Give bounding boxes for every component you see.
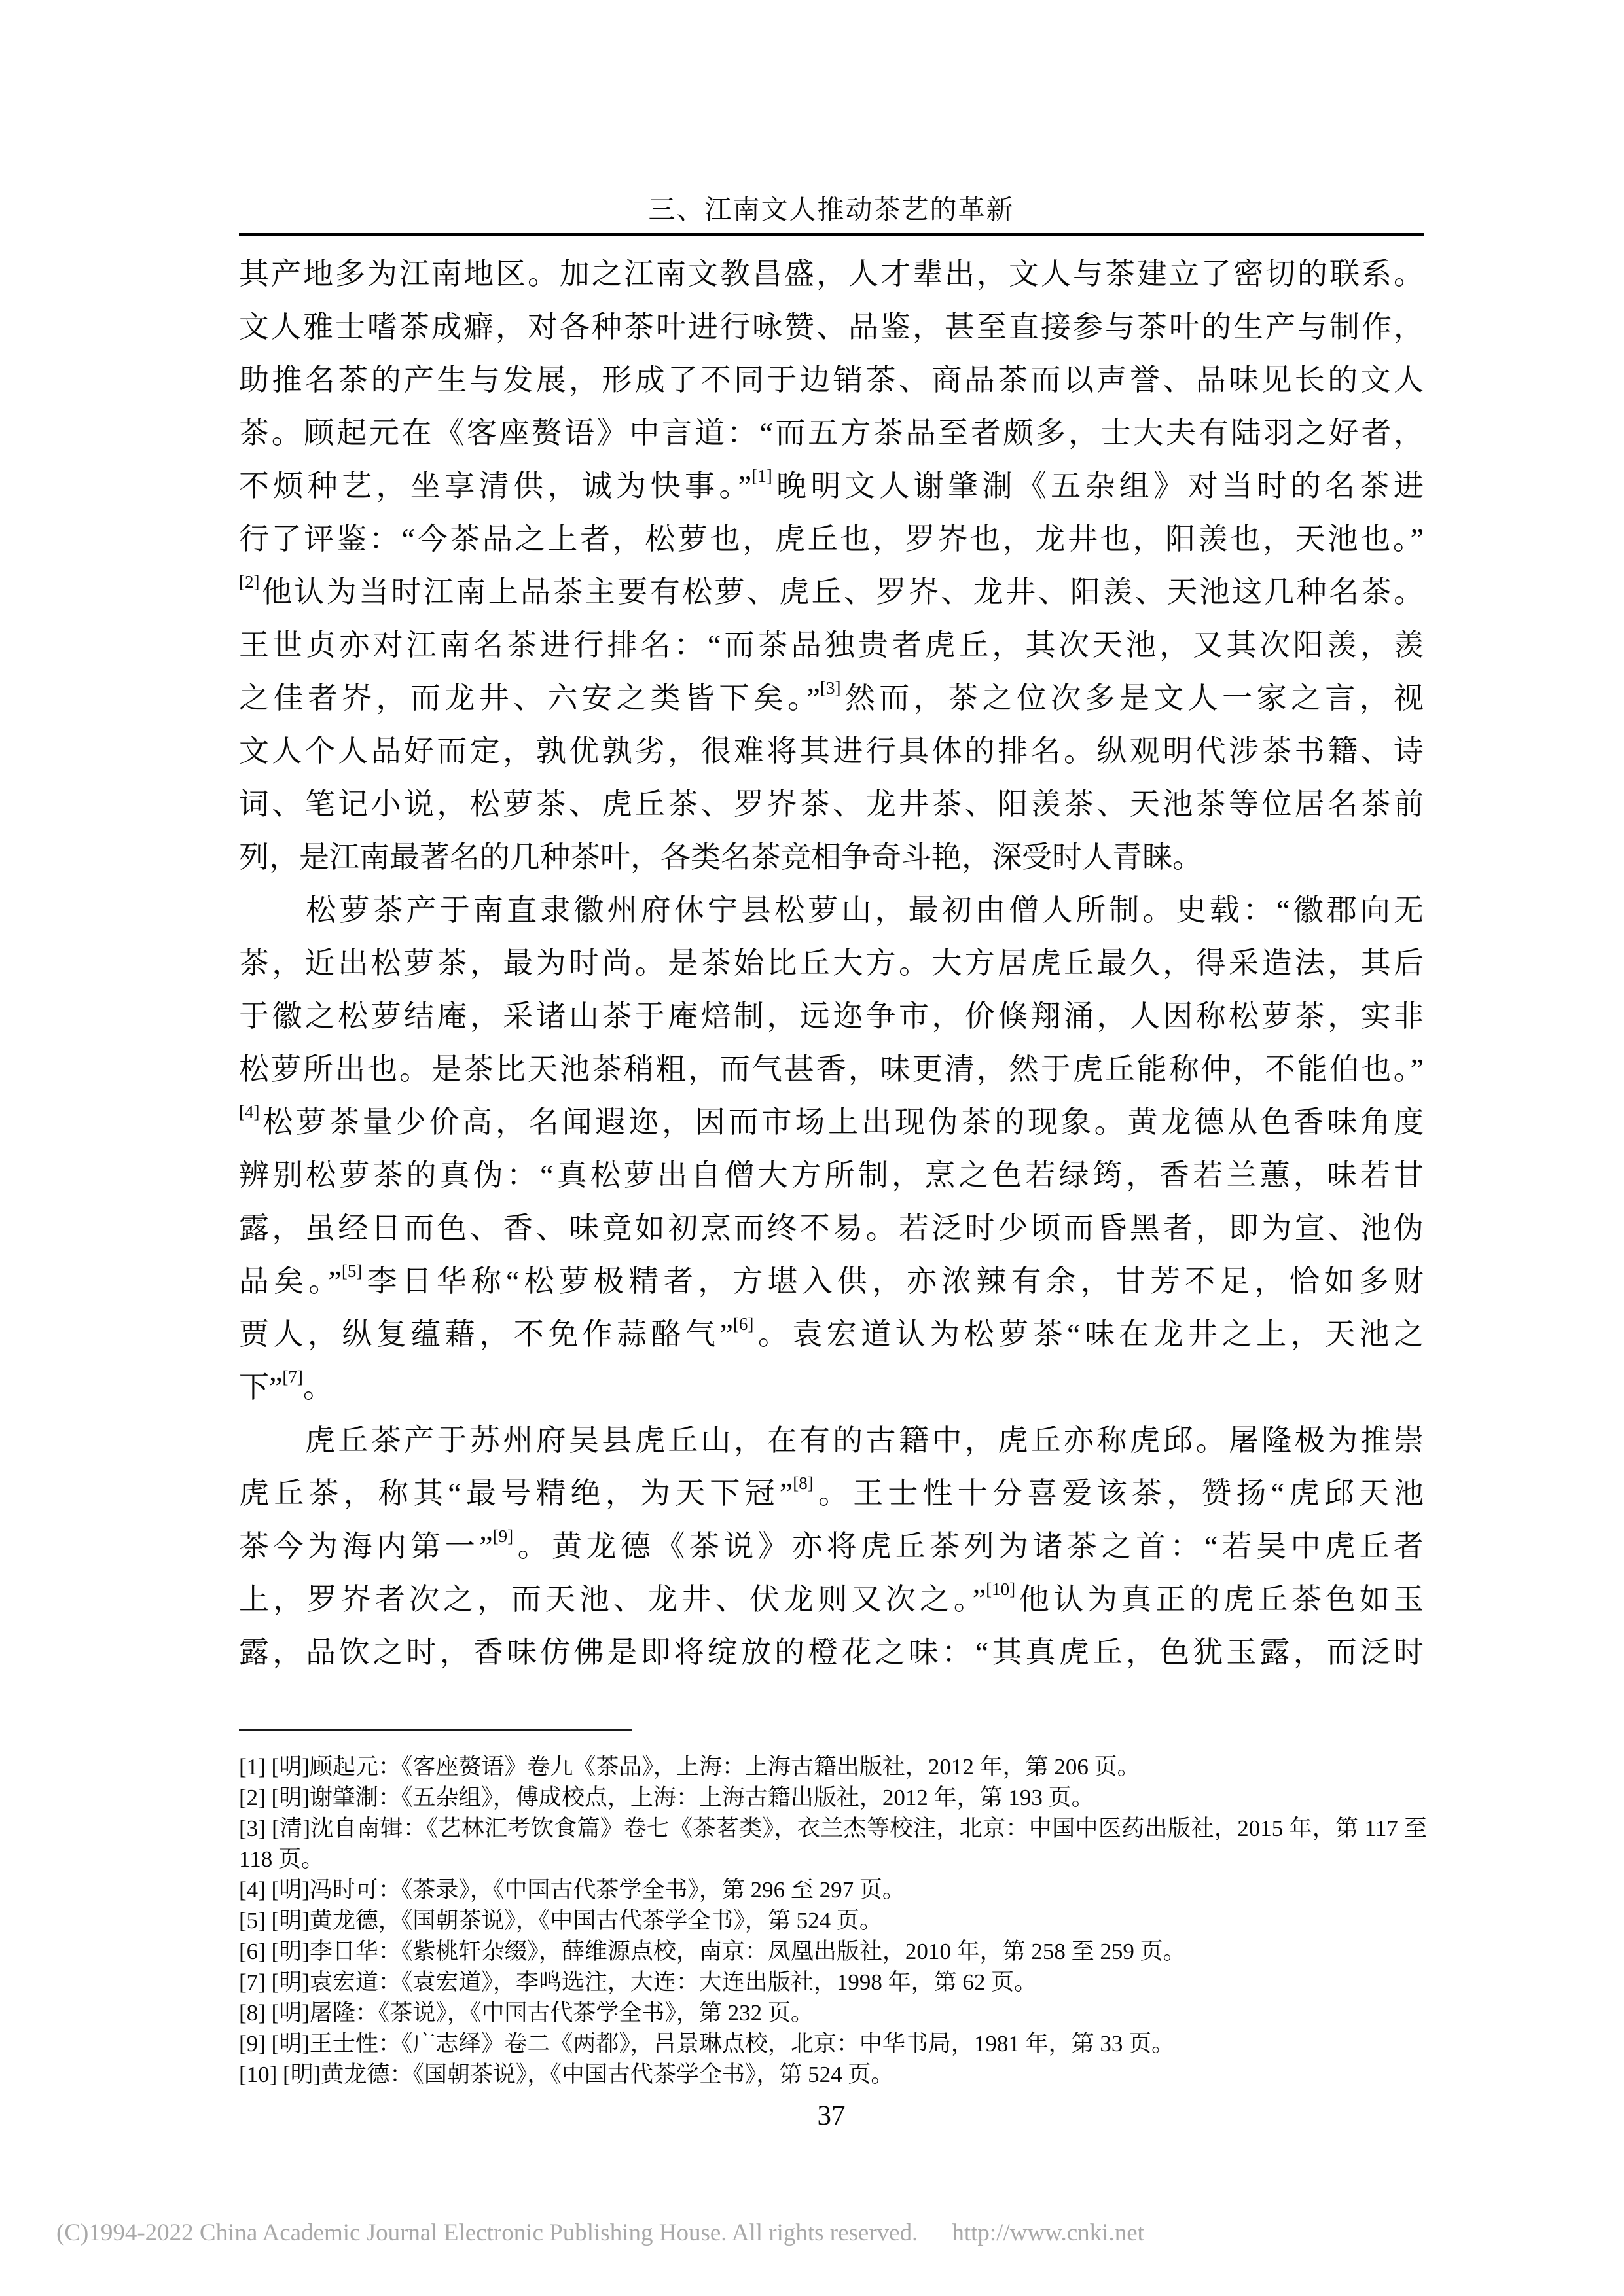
footnote-entry: [8] [明]屠隆：《茶说》，《中国古代茶学全书》，第 232 页。 bbox=[239, 2000, 814, 2026]
body-line: 词、笔记小说，松萝茶、虎丘茶、罗岕茶、龙井茶、阳羡茶、天池茶等位居名茶前 bbox=[239, 787, 1424, 821]
citation-ref: [1] bbox=[751, 466, 772, 486]
body-line: 于徽之松萝结庵，采诸山茶于庵焙制，远迩争市，价倏翔涌，人因称松萝茶，实非 bbox=[239, 999, 1424, 1033]
citation-ref: [9] bbox=[492, 1526, 514, 1546]
body-line: 品矣。”[5]李日华称“松萝极精者，方堪入供，亦浓辣有余，甘芳不足，恰如多财 bbox=[239, 1261, 1424, 1298]
body-line: 虎丘茶产于苏州府吴县虎丘山，在有的古籍中，虎丘亦称虎邱。屠隆极为推崇 bbox=[239, 1424, 1424, 1457]
footer-copyright: (C)1994-2022 China Academic Journal Electronic Publishing House. All rights reserved. bbox=[56, 2219, 918, 2246]
footnote-entry: [6] [明]李日华：《紫桃轩杂缀》，薛维源点校，南京：凤凰出版社，2010 年，第 258 至 259 页。 bbox=[239, 1939, 1186, 1964]
section-title: 三、江南文人推动茶艺的革新 bbox=[648, 194, 1015, 224]
citation-ref: [7] bbox=[282, 1367, 303, 1387]
body-line: 之佳者岕，而龙井、六安之类皆下矣。”[3]然而，茶之位次多是文人一家之言，视 bbox=[239, 678, 1424, 715]
body-line: 松萝茶产于南直隶徽州府休宁县松萝山，最初由僧人所制。史载：“徽郡向无 bbox=[239, 893, 1424, 927]
footnote-entry: [5] [明]黄龙德，《国朝茶说》，《中国古代茶学全书》，第 524 页。 bbox=[239, 1908, 882, 1933]
citation-ref: [2] bbox=[239, 572, 260, 592]
body-text bbox=[239, 247, 1424, 1679]
body-line: 茶，近出松萝茶，最为时尚。是茶始比丘大方。大方居虎丘最久，得采造法，其后 bbox=[239, 946, 1424, 980]
body-line: 露，品饮之时，香味仿佛是即将绽放的橙花之味：“其真虎丘，色犹玉露，而泛时 bbox=[239, 1636, 1424, 1669]
footnote-entry: [10] [明]黄龙德：《国朝茶说》，《中国古代茶学全书》，第 524 页。 bbox=[239, 2062, 894, 2087]
footnote-entry: [1] [明]顾起元：《客座赘语》卷九《茶品》，上海：上海古籍出版社，2012 年，第 206 页。 bbox=[239, 1754, 1140, 1780]
citation-ref: [5] bbox=[341, 1261, 363, 1281]
body-line: 列，是江南最著名的几种茶叶，各类名茶竞相争奇斗艳，深受时人青睐。 bbox=[239, 840, 1202, 874]
footnotes bbox=[239, 1751, 1427, 2090]
body-line: 辨别松萝茶的真伪：“真松萝出自僧大方所制，烹之色若绿筠，香若兰蕙，味若甘 bbox=[239, 1158, 1424, 1192]
body-line: 上，罗岕者次之，而天池、龙井、伏龙则又次之。”[10]他认为真正的虎丘茶色如玉 bbox=[239, 1579, 1424, 1616]
body-line: [4]松萝茶量少价高，名闻遐迩，因而市场上出现伪茶的现象。黄龙德从色香味角度 bbox=[239, 1102, 1424, 1139]
body-line: 文人雅士嗜茶成癖，对各种茶叶进行咏赞、品鉴，甚至直接参与茶叶的生产与制作， bbox=[239, 310, 1424, 344]
citation-ref: [6] bbox=[732, 1314, 754, 1334]
body-line: 王世贞亦对江南名茶进行排名：“而茶品独贵者虎丘，其次天池，又其次阳羡，羡 bbox=[239, 628, 1424, 662]
footnote-separator bbox=[239, 1729, 632, 1731]
footer-url: http://www.cnki.net bbox=[952, 2219, 1144, 2246]
footnote-entry: [2] [明]谢肇淛：《五杂组》，傅成校点，上海：上海古籍出版社，2012 年，第 193 页。 bbox=[239, 1785, 1094, 1810]
body-line: 虎丘茶，称其“最号精绝，为天下冠”[8]。王士性十分喜爱该茶，赞扬“虎邱天池 bbox=[239, 1473, 1424, 1510]
footer-watermark bbox=[56, 2219, 1588, 2248]
citation-ref: [10] bbox=[986, 1579, 1016, 1599]
body-line: 露，虽经日而色、香、味竟如初烹而终不易。若泛时少顷而昏黑者，即为宣、池伪 bbox=[239, 1211, 1424, 1245]
body-line: 下”[7]。 bbox=[239, 1367, 333, 1404]
body-line: 其产地多为江南地区。加之江南文教昌盛，人才辈出，文人与茶建立了密切的联系。 bbox=[239, 257, 1424, 291]
body-line: 茶。顾起元在《客座赘语》中言道：“而五方茶品至者颇多，士大夫有陆羽之好者， bbox=[239, 416, 1424, 450]
citation-ref: [4] bbox=[239, 1102, 260, 1122]
header-rule bbox=[239, 233, 1424, 236]
body-line: 助推名茶的产生与发展，形成了不同于边销茶、商品茶而以声誉、品味见长的文人 bbox=[239, 363, 1424, 397]
footnote-entry: [7] [明]袁宏道：《袁宏道》，李鸣选注，大连：大连出版社，1998 年，第 62 页。 bbox=[239, 1969, 1038, 1995]
body-line: 贾人，纵复蕴藉，不免作蒜酪气”[6]。袁宏道认为松萝茶“味在龙井之上，天池之 bbox=[239, 1314, 1424, 1351]
footnote-entry: [4] [明]冯时可：《茶录》，《中国古代茶学全书》，第 296 至 297 页。 bbox=[239, 1877, 905, 1903]
body-line: 行了评鉴：“今茶品之上者，松萝也，虎丘也，罗岕也，龙井也，阳羡也，天池也。” bbox=[239, 522, 1424, 556]
body-line: 茶今为海内第一”[9]。黄龙德《茶说》亦将虎丘茶列为诸茶之首：“若吴中虎丘者 bbox=[239, 1526, 1424, 1563]
footnote-entry: [9] [明]王士性：《广志绎》卷二《两都》，吕景琳点校，北京：中华书局，1981 年，第 33 页。 bbox=[239, 2031, 1175, 2056]
body-line: 文人个人品好而定，孰优孰劣，很难将其进行具体的排名。纵观明代涉茶书籍、诗 bbox=[239, 734, 1424, 768]
footnote-entry: [3] [清]沈自南辑：《艺林汇考饮食篇》卷七《茶茗类》，衣兰杰等校注，北京：中国中医药出版社，2015 年，第 117 至 118 页。 bbox=[239, 1816, 1427, 1872]
citation-ref: [8] bbox=[793, 1473, 814, 1493]
page-number: 37 bbox=[817, 2100, 846, 2131]
body-line: 松萝所出也。是茶比天池茶稍粗，而气甚香，味更清，然于虎丘能称仲，不能伯也。” bbox=[239, 1052, 1424, 1086]
body-line: 不烦种艺，坐享清供，诚为快事。”[1]晚明文人谢肇淛《五杂组》对当时的名茶进 bbox=[239, 466, 1424, 503]
body-line: [2]他认为当时江南上品茶主要有松萝、虎丘、罗岕、龙井、阳羡、天池这几种名茶。 bbox=[239, 572, 1424, 609]
citation-ref: [3] bbox=[820, 678, 841, 698]
